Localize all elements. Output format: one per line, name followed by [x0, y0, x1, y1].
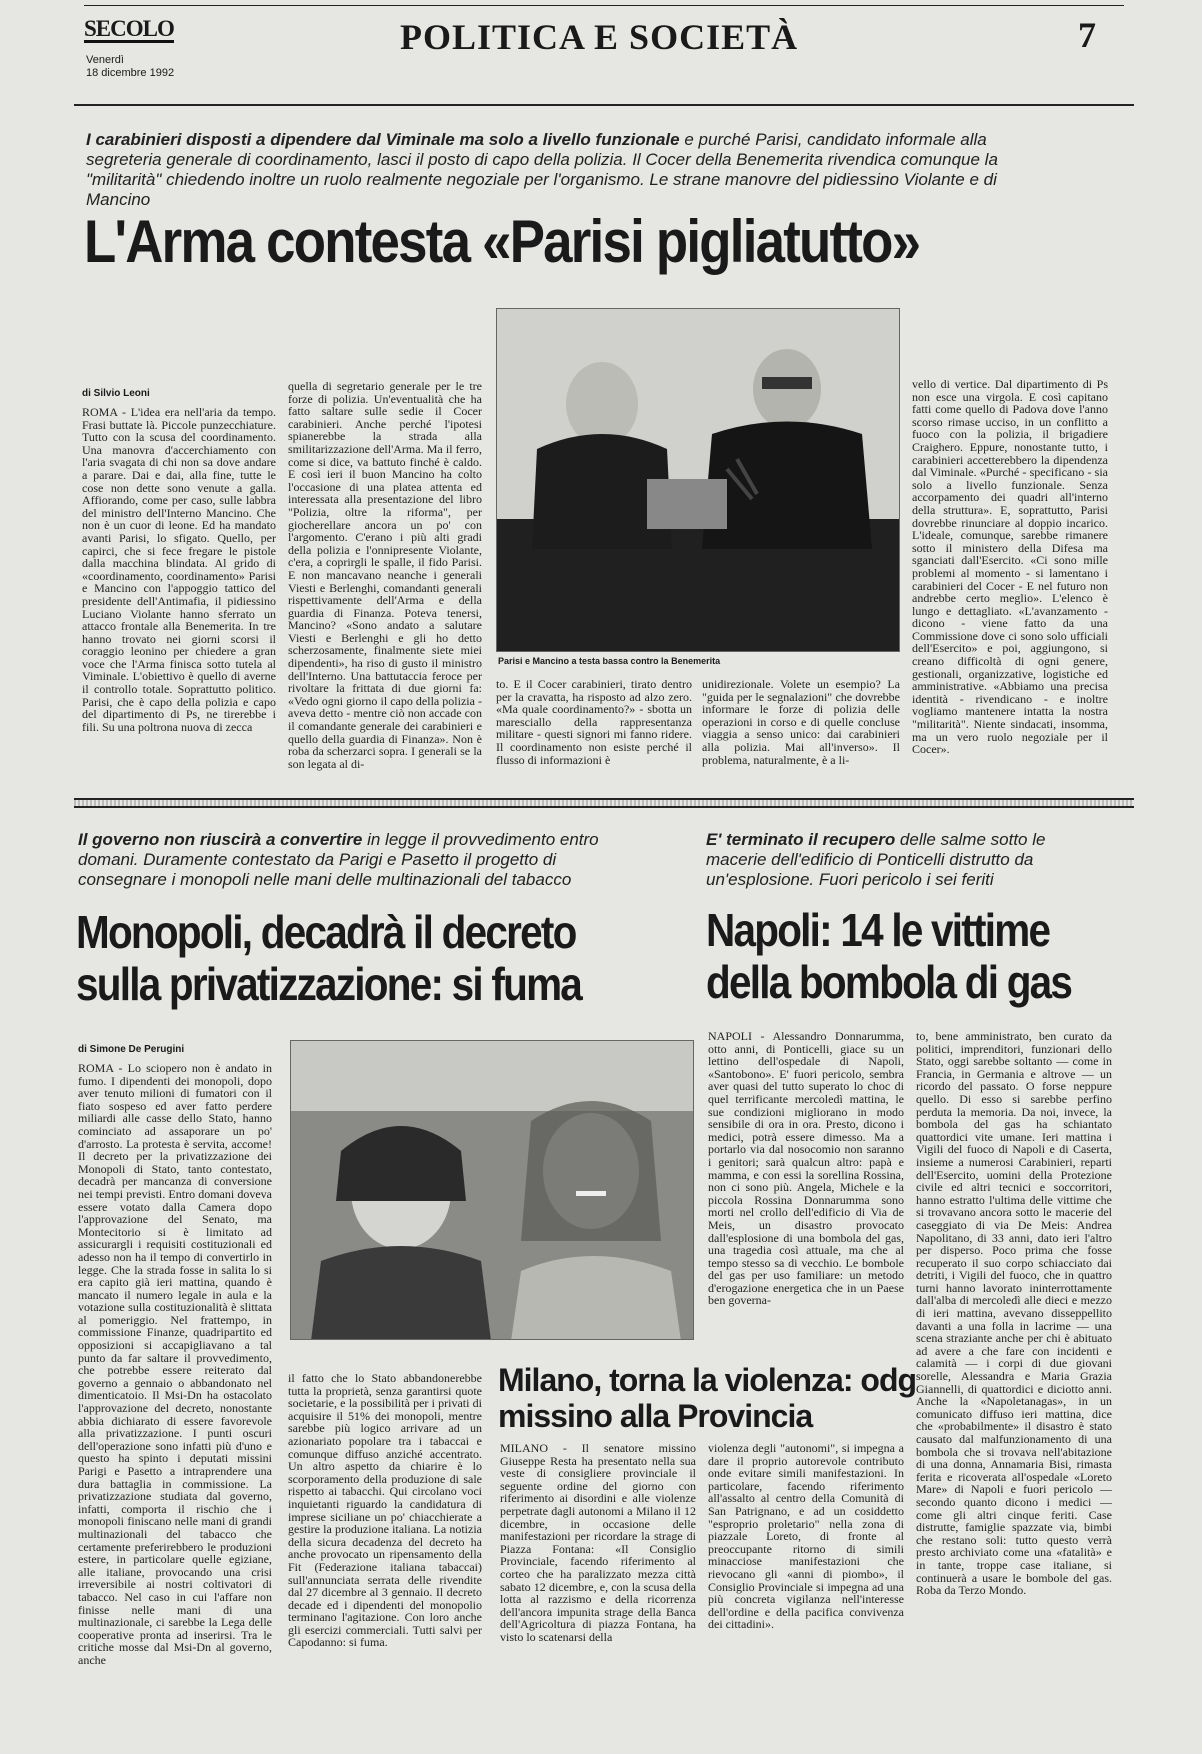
story1-column-5: vello di vertice. Dal dipartimento di Ps non esce una virgola. E così capitano fatti come quello di Padova dove l'anno scorso rimase ucciso, in un conflitto a fuoco con la polizia, il brigadiere Craighero. Eppure, nonostante tutto, i carabinieri accetterebbero la dipendenza dal Viminale. «Purché - specificano - sia solo a livello funzionale. Senza accorpamento dei quadri all'interno della struttura». E, soprattutto, Parisi dovrebbe rinunciare al doppio incarico. L'ideale, comunque, sarebbe rimanere sotto il ministero della Difesa ma sganciati dall'Esercito. «Ci sono mille problemi al momento - si lamentano i carabinieri del Cocer - E nel futuro non andrebbe certo meglio». L'elenco è lungo e dettagliato. «L'avanzamento - dicono - viene fatto da una Commissione dove ci sono solo ufficiali dell'Esercito» e poi, aggiungono, si creano difficoltà di ogni genere, gestionali, organizzative, logistiche ed amministrative. «Abbiamo una precisa identità - rivendicano - e inoltre vogliamo mantenere intatta la nostra "militarità". Niente sindacati, insomma, ma un vero ruolo negoziale per il Cocer».: [912, 378, 1108, 757]
story4-column-2: violenza degli "autonomi", si impegna a dare il proprio autorevole contributo onde evitare simili manifestazioni. In particolare, facendo riferimento all'assalto al centro della Comunità di San Patrignano, e ad un cosiddetto "esproprio proletario" nella zona di piazzale Loreto, di fronte al preoccupante ritorno di simili minacciose manifestazioni che rievocano gli «anni di piombo», il Consiglio Provinciale si impegna ad una più concreta vigilanza nell'interesse dell'ordine e della pacifica convivenza dei cittadini».: [708, 1442, 904, 1632]
story1-column-4: unidirezionale. Volete un esempio? La "guida per le segnalazioni" che dovrebbe informare le forze di polizia delle operazioni in corso e di quelle concluse viaggia a senso unico: dai carabinieri alla polizia. Mai all'inverso». Il problema, naturalmente, è a li-: [702, 678, 900, 767]
story1-headline: L'Arma contesta «Parisi pigliatutto»: [84, 208, 920, 275]
story1-photo: [496, 308, 900, 652]
story2-kicker-bold: Il governo non riuscirà a convertire: [78, 830, 363, 849]
story4-column-1: MILANO - Il senatore missino Giuseppe Resta ha presentato nella sua veste di consigliere provinciale il seguente ordine del giorno con riferimento ai disordini e alle violenze perpetrate dagli autonomi a Milano il 12 dicembre, in occasione delle manifestazioni per ricordare la strage di Piazza Fontana: «Il Consiglio Provinciale, facendo riferimento al corteo che ha paralizzato mezza città sabato 12 dicembre, e, con la scusa della lotta al razzismo e della ricorrenza dell'ancora impunita strage della Banca dell'Agricoltura di piazza Fontana, ha visto lo scatenarsi della: [500, 1442, 696, 1644]
story3-kicker: [706, 830, 1066, 890]
story4-headline: Milano, torna la violenza: odg missino alla Provincia: [498, 1362, 917, 1434]
story2-byline: di Simone De Perugini: [78, 1044, 185, 1055]
story2-kicker-text: in legge il provvedimento entro domani. Duramente contestato da Parigi e Pasetto il progetto di consegnare i monopoli nelle mani delle multinazionali del tabacco: [78, 830, 599, 889]
story1-kicker: [86, 130, 1046, 210]
top-rule: [84, 5, 1124, 6]
story2-photo: [290, 1040, 694, 1340]
issue-date: [86, 54, 174, 80]
issue-day: Venerdì: [86, 54, 124, 66]
story1-byline: di Silvio Leoni: [82, 388, 150, 399]
story1-column-3: to. E il Cocer carabinieri, tirato dentro per la cravatta, ha risposto ad alzo zero. «Ma quale coordinamento?» - sbotta un maresciallo della rappresentanza militare - questi signori mi fanno ridere. Il coordinamento non esiste perché il flusso di informazioni è: [496, 678, 692, 767]
story3-kicker-text: delle salme sotto le macerie dell'edificio di Ponticelli distrutto da un'esplosione. Fuori pericolo i sei feriti: [706, 830, 1046, 889]
story3-column-1: NAPOLI - Alessandro Donnarumma, otto anni, di Ponticelli, giace su un lettino dell'ospedale di Napoli, «Santobono». E' fuori pericolo, sembra aver quasi del tutto superato lo choc di quel terrificante mercoledì mattina, le sue condizioni migliorano in modo sensibile di ora in ora. Presto, dicono i medici, potrà essere dimesso. Ma a portarlo via dal nosocomio non saranno i genitori; sarà qualcun altro: papà e mamma, e con essi la sorellina Rossina, non ci sono più. Angela, Michele e la piccola Rossina Donnarumma sono morti nel crollo dell'edificio di Via de Meis, un disastro provocato dall'esplosione di una bombola del gas, una tragedia così attuale, ma che al tempo stesso sa di vecchio. Le bombole del gas per uso familiare: un metodo d'erogazione energetica che in un Paese ben governa-: [708, 1030, 904, 1308]
masthead-divider: [74, 104, 1134, 106]
story3-headline: Napoli: 14 le vittime della bombola di gas: [706, 904, 1072, 1008]
story3-column-2: to, bene amministrato, ben curato da politici, imprenditori, funzionari dello Stato, oggi sarebbe soltanto — come in Francia, in Germania e altrove — un ricordo del passato. O forse neppure quello. Di esso si sarebbe perfino perduta la memoria. Da noi, invece, la bombola del gas ha schiantato quattordici vite umane. Ieri mattina i Vigili del fuoco di Napoli e di Caserta, insieme a numerosi Carabinieri, reparti dell'Esercito, uomini della Protezione civile ed altri tecnici e soccorritori, hanno estratto l'ultima delle vittime che si trovavano ancora sotto le macerie del caseggiato di via De Meis: Andrea Napolitano, di 33 anni, dato ieri l'altro per disperso. Poco prima che fosse recuperato il suo corpo schiacciato dai detriti, i Vigili del fuoco, che in quattro turni hanno lavorato ininterrottamente dall'alba di mercoledì alle dieci e mezzo di ieri mattina, avevano disseppellito davanti a una folla in lacrime — una scena straziante anche per chi è abituato ad avere a che fare con incidenti e calamità — i corpi di due giovani sorelle, Alessandra e Maria Grazia Giannelli, di quattordici e diciotto anni. Anche la «Napoletanagas», in un comunicato diffuso ieri mattina, dice che «probabilmente» il disastro è stato causato dal malfunzionamento di una bombola che si trovava nell'abitazione di una donna, Annamaria Bisi, rimasta ferita e ricoverata all'ospedale «Loreto Mare» di Napoli e fuori pericolo — secondo quanto dicono i medici — come gli altri cinque feriti. Case distrutte, famiglie spazzate via, bimbi che restano soli: tutto questo verrà presto archiviato come una «fatalità» e in tante, troppe case italiane, si continuerà a usare le bombole del gas. Roba da Terzo Mondo.: [916, 1030, 1112, 1598]
photo-parisi-mancino: [497, 309, 900, 652]
story2-column-2: il fatto che lo Stato abbandonerebbe tutta la proprietà, senza garantirsi quote societarie, e la possibilità per i privati di acquisire il 51% dei monopoli, mentre sarebbe più logico arrivare ad un azionariato popolare tra i tabaccai e comunque diffuso anziché accentrato. Un altro aspetto da chiarire è lo scorporamento della produzione di sale rispetto ai tabacchi. Qui circolano voci inquietanti riguardo la candidatura di imprese siciliane un po' chiacchierate a gestire la produzione italiana. La notizia della sicura decadenza del decreto ha anche provocato un ripensamento della Fit (Federazione italiana tabaccai) sull'annunciata serrata delle rivendite dal 27 dicembre al 3 gennaio. Il decreto decade ed i dipendenti del monopolio terminano l'agitazione. Con loro anche gli esercizi commerciali. Tutti salvi per Capodanno: si fuma.: [288, 1372, 482, 1650]
newspaper-logo: SECOLO: [84, 16, 174, 41]
story3-kicker-bold: E' terminato il recupero: [706, 830, 896, 849]
issue-date-text: 18 dicembre 1992: [86, 67, 175, 79]
story2-headline: Monopoli, decadrà il decreto sulla privatizzazione: si fuma: [76, 906, 582, 1010]
story1-kicker-text: e purché Parisi, candidato informale alla segreteria generale di coordinamento, lasci il posto di capo della polizia. Il Cocer della Benemerita rivendica comunque la "militarità" chiedendo inoltre un ruolo realmente negoziale per l'organismo. Le strane manovre del pidiessino Violante e di Mancino: [86, 130, 998, 209]
section-title: POLITICA E SOCIETÀ: [400, 17, 799, 57]
story2-column-1: ROMA - Lo sciopero non è andato in fumo. I dipendenti dei monopoli, dopo aver tenuto milioni di fumatori con il fiato sospeso ed aver fatto perdere miliardi alle casse dello Stato, hanno cominciato ad assaporare un po' d'arrosto. La protesta è servita, accome! Il decreto per la privatizzazione dei Monopoli di Stato, tanto contestato, decadrà per mancanza di conversione nei tempi previsti. Entro domani doveva essere votato dalla Camera dopo l'approvazione del Senato, ma Montecitorio si è limitato ad assicurargli i requisiti costituzionali ed adesso non ha il tempo di convertirlo in legge. Che la strada fosse in salita lo si era capito già ieri mattina, quando è mancato il numero legale in aula e la votazione sulla costituzionalità è slittata al pomeriggio. Nel frattempo, in commissione Finanze, quadripartito ed opposizioni si accapigliavano a tal punto da far saltare il provvedimento, che potrebbe essere reiterato dal governo a gennaio o abbandonato nel dimenticatoio. Il Msi-Dn ha ostacolato l'approvazione del decreto, nonostante abbia dichiarato di essere favorevole alla privatizzazione. I punti oscuri dell'operazione sono infatti più d'uno e questo ha spinto i deputati missini Parigi e Pasetto a intraprendere una dura battaglia in commissione. La privatizzazione studiata dal governo, infatti, comporta il rischio che i monopoli finiscano nelle mani di grandi multinazionali del tabacco che certamente preferirebbero le produzioni estere, in particolare quelle egiziane, alle italiane, provocando una crisi irreversibile ai nostri coltivatori di tabacco. Nel caso in cui l'affare non finisse nelle mani di una multinazionale, ci sarebbe la Lega delle cooperative pronta ad inserirsi. Tra le critiche mosse dal Msi-Dn al governo, anche: [78, 1062, 272, 1667]
page-number: 7: [1078, 15, 1096, 55]
story1-kicker-bold: I carabinieri disposti a dipendere dal Viminale ma solo a livello funzionale: [86, 130, 680, 149]
story1-photo-caption: Parisi e Mancino a testa bassa contro la Benemerita: [498, 656, 721, 666]
section-divider-band: [74, 798, 1134, 808]
story1-column-1: ROMA - L'idea era nell'aria da tempo. Frasi buttate là. Piccole punzecchiature. Tutto con la scusa del coordinamento. Una manovra d'accerchiamento con l'aria svagata di chi non sa dove andare a parare. Dai e dai, alla fine, tutte le cose non dette sono venute a galla. Affiorando, come per caso, sulle labbra del ministro dell'Interno Mancino. Che non è un cuor di leone. Ed ha mandato avanti Parisi, lo sfigato. Quello, per capirci, che si fece fregare le pistole dalla macchina blindata. Al grido di «coordinamento, coordinamento» Parisi e Mancino con l'appoggio tattico del presidente dell'Antimafia, il pidiessino Luciano Violante hanno sferrato un attacco frontale alla Benemerita. In tre hanno trovato nei giorni scorsi il coraggio leonino per chiedere a gran voce che l'Arma finisca sotto tutela al Viminale. L'obiettivo è quello di averne il controllo totale. Soprattutto politico. Parisi, che è capo della polizia e capo del dipartimento di Ps, ne tirerebbe i fili. Su una poltrona nuova di zecca: [82, 406, 276, 734]
photo-smokers: [291, 1041, 694, 1340]
story2-kicker: [78, 830, 618, 890]
story1-column-2: quella di segretario generale per le tre forze di polizia. Un'eventualità che ha fatto saltare sulle sedie il Cocer carabinieri. Anche perché l'ipotesi spianerebbe la strada alla smilitarizzazione dell'Arma. Ma il ferro, come si dice, va battuto finché è caldo. E così ieri il buon Mancino ha colto l'occasione di una platea attenta ed interessata alla presentazione del libro "Polizia, oltre la riforma", per giocherellare ancora un po' con l'argomento. C'erano i più alti gradi della polizia e l'onnipresente Violante, c'era, a coprirgli le spalle, il fido Parisi. E non mancavano neanche i generali Viesti e Berlenghi, comandanti generali rispettivamente dell'Arma e della guardia di Finanza. Poteva tenersi, Mancino? «Sono andato a salutare Viesti e Berlenghi e gli ho detto scherzosamente, finalmente siete miei dipendenti», ha riso di gusto il ministro dell'Interno. Una battutaccia feroce per rivoltare la frittata di due giorni fa: «Vedo ogni giorno il capo della polizia - aveva detto - mentre ciò non accade con il comandante generale dei carabinieri e quello della guardia di Finanza». Non è roba da scherzarci sopra. I generali se la son legata al di-: [288, 380, 482, 771]
